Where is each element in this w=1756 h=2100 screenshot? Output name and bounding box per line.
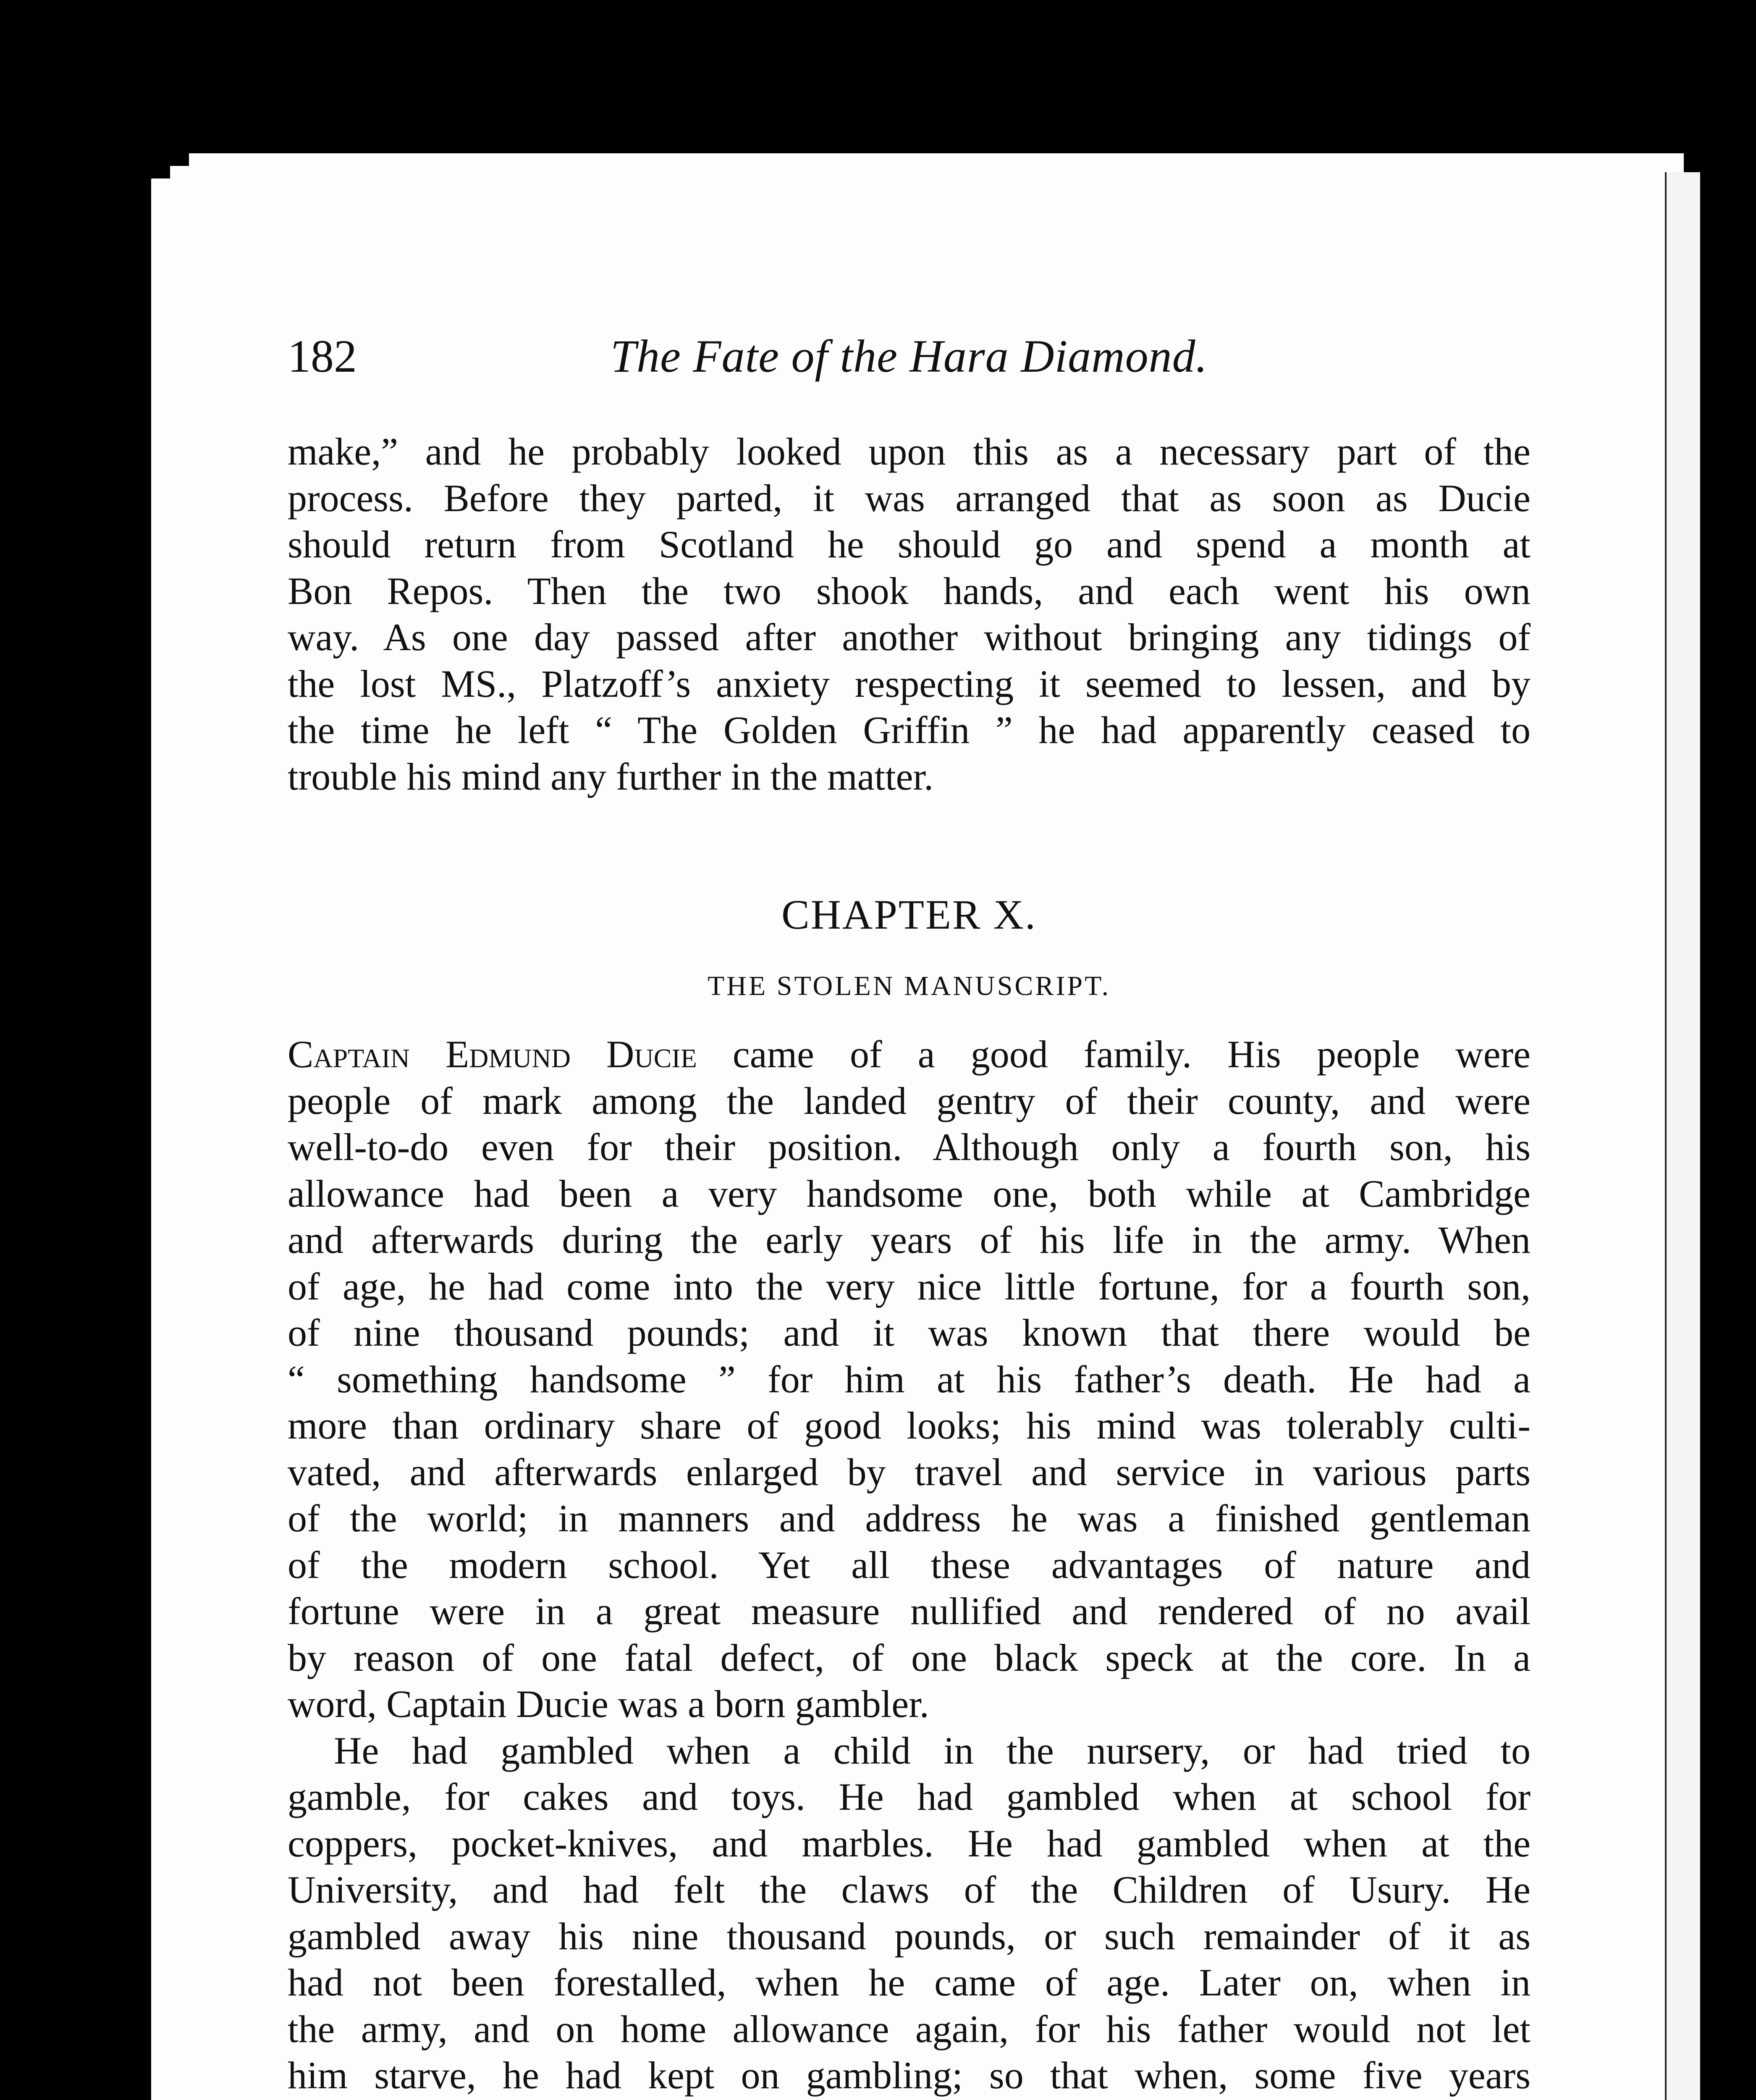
text-line: of the world; in manners and address he was a finished gentleman — [288, 1497, 1531, 1540]
page-number: 182 — [288, 331, 357, 382]
text-line: make,” and he probably looked upon this as a necessary part of the — [288, 430, 1531, 473]
text-line: well-to-do even for their position. Although only a fourth son, his — [288, 1126, 1531, 1168]
chapter-body — [288, 1031, 1531, 2100]
small-caps-lead: Captain Edmund Ducie — [288, 1033, 697, 1076]
chapter-subtitle: THE STOLEN MANUSCRIPT. — [707, 971, 1111, 1001]
text-line: trouble his mind any further in the matter. — [288, 755, 934, 798]
text-line: and afterwards during the early years of his life in the army. When — [288, 1218, 1531, 1261]
text-line: word, Captain Ducie was a born gambler. — [288, 1683, 929, 1725]
text-line — [288, 2099, 1531, 2100]
text-line: of the modern school. Yet all these advantages of nature and — [288, 1543, 1531, 1586]
text-line: of age, he had come into the very nice little fortune, for a fourth son, — [288, 1265, 1531, 1308]
text-line: process. Before they parted, it was arranged that as soon as Ducie — [288, 476, 1531, 520]
text-line: people of mark among the landed gentry of their county, and were — [288, 1079, 1531, 1122]
page-header — [288, 330, 1531, 393]
running-title: The Fate of the Hara Diamond. — [610, 331, 1208, 382]
facing-page-edge — [1665, 172, 1700, 2100]
top-block — [288, 428, 1531, 800]
text-line: He had gambled when a child in the nursery, or had tried to — [334, 1729, 1531, 1772]
text-line: coppers, pocket-knives, and marbles. He had gambled when at the — [288, 1822, 1531, 1865]
text-line: way. As one day passed after another without bringing any tidings of — [288, 616, 1531, 659]
text-line: should return from Scotland he should go and spend a month at — [288, 523, 1531, 566]
text-line: had not been forestalled, when he came of age. Later on, when in — [288, 1961, 1531, 2004]
chapter-title: CHAPTER X. — [781, 891, 1037, 938]
text-run: came of a good family. His people were — [697, 1033, 1531, 1076]
text-line: gambled away his nine thousand pounds, or such remainder of it as — [288, 1914, 1531, 1958]
text-line: allowance had been a very handsome one, both while at Cambridge — [288, 1172, 1531, 1215]
text-line: gamble, for cakes and toys. He had gambled when at school for — [288, 1775, 1531, 1818]
text-line: “ something handsome ” for him at his father’s death. He had a — [288, 1357, 1531, 1401]
text-line: by reason of one fatal defect, of one black speck at the core. In a — [288, 1636, 1531, 1679]
text-line: University, and had felt the claws of the Children of Usury. He — [288, 1868, 1531, 1911]
text-line: of nine thousand pounds; and it was known that there would be — [288, 1311, 1531, 1354]
text-line: the time he left “ The Golden Griffin ” he had apparently ceased to — [288, 709, 1531, 751]
text-line: fortune were in a great measure nullified and rendered of no avail — [288, 1590, 1531, 1633]
text-line: Bon Repos. Then the two shook hands, and each went his own — [288, 569, 1531, 612]
text-line: him starve, he had kept on gambling; so that when, some five years — [288, 2054, 1531, 2097]
text-line — [288, 1031, 1531, 1078]
text-line: the lost MS., Platzoff’s anxiety respecting it seemed to lessen, and by — [288, 662, 1531, 705]
text-line: more than ordinary share of good looks; his mind was tolerably culti- — [288, 1404, 1531, 1447]
text-line: the army, and on home allowance again, for his father would not let — [288, 2007, 1531, 2050]
text-line: vated, and afterwards enlarged by travel and service in various parts — [288, 1450, 1531, 1494]
